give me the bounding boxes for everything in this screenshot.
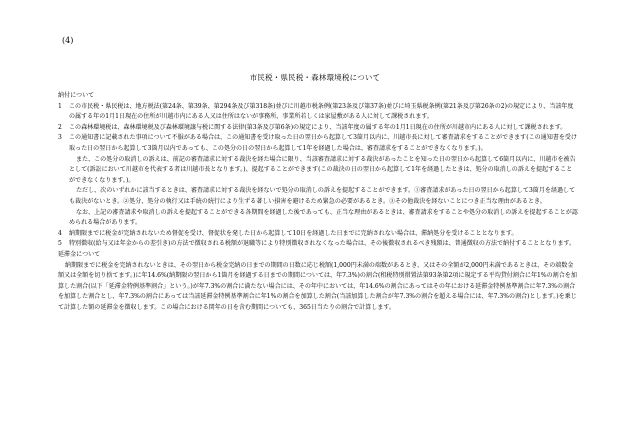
numbered-item-3 xyxy=(58,133,578,154)
item-3-paragraph-exception: ただし、次のいずれかに該当するときは、審査請求に対する裁決を経ないで処分の取消しの訴えを提起することができます。①審査請求があった日の翌日から起算して3箇月を経過しても裁決がないとき。②処分、処分の執行又は手続の続行により生ずる著しい損害を避けるため緊急の必要があるとき。③その他裁決を経ないことにつき正当な理由があるとき。 xyxy=(69,187,576,205)
item-text: この森林環境税は、森林環境税及び森林環境譲与税に関する法律(第3条及び第6条)の規定により、当該年度の属する年の1月1日現在の住所が川越市内にある人に対して課税されます。 xyxy=(69,123,567,131)
section-heading-payment: 納付について xyxy=(58,92,95,99)
item-text: 特別徴収(給与又は年金からの差引き)の方法で徴収される税額が退職等により特別徴収されなくなった場合は、その後徴収されるべき残額は、普通徴収の方法で納付することとなります。 xyxy=(69,240,576,248)
item-number: 2 xyxy=(58,123,62,131)
item-text: この市民税・県民税は、地方税法(第24条、第39条、第294条及び第318条)並びに川越市税条例(第23条及び第37条)並びに埼玉県税条例(第21条及び第26条の2)の規定により、当該年度の属する年の1月1日現在の住所が川越市内にある人又は住所はないが事務所、事業所若しくは家屋敷がある人に対して課税されます。 xyxy=(69,102,574,121)
item-3-paragraph-lawsuit: また、この処分の取消しの訴えは、前記の審査請求に対する裁決を経た場合に限り、当該審査請求に対する裁決があったことを知った日の翌日から起算して6箇月以内に、川越市を被告として(訴訟において川越市を代表する者は川越市長となります。)、提起することができます(この裁決の日の翌日から起算して1年を経過したときは、処分の取消しの訴えを提起することができなくなります。)。 xyxy=(69,155,576,184)
item-3-paragraph-note: なお、上記の審査請求や取消しの訴えを提起することができる各期間を経過した後であっても、正当な理由があるときは、審査請求をすることや処分の取消しの訴えを提起することが認められる場合があります。 xyxy=(69,208,578,227)
item-text: この通知書に記載された事項について不服がある場合は、この通知書を受け取った日の翌日から起算して3箇月以内に、川越市長に対して審査請求をすることができます(この通知書を受け取った日の翌日から起算して3箇月以内であっても、この処分の日の翌日から起算して1年を経過した場合は、審査請求をすることができなくなります。)。 xyxy=(69,134,577,152)
numbered-item-2 xyxy=(58,123,578,134)
section-heading-late-fee: 延滞金について xyxy=(58,250,101,258)
document-body xyxy=(58,91,578,313)
late-fee-paragraph: 納期限までに税金を完納されないときは、その翌日から税金完納の日までの期間の日数に応じ税額(1,000円未満の端数があるとき、又はその全額が2,000円未満であるときは、その端数金額又は全額を切り捨てます。)に年14.6%(納期限の翌日から1箇月を経過する日までの期間については、年7.3%)の割合(租税特別措置法第93条第2項に規定する平均貸付割合に年1%の割合を加算した割合(以下「延滞金特例基準割合」という。)が年7.3%の割合に満たない場合には、その年中においては、年14.6%の割合にあってはその年における延滞金特例基準割合に年7.3%の割合を加算した割合とし、年7.3%の割合にあっては当該延滞金特例基準割合に年1%の割合を加算した割合(当該加算した割合が年7.3%の割合を超える場合には、年7.3%の割合)とします。)を乗じて計算した額の延滞金を徴収します。この場合における閏年の日を含む期間についても、365日当たりの割合で計算します。 xyxy=(58,261,577,311)
item-number: 1 xyxy=(58,102,62,110)
numbered-item-4 xyxy=(58,229,578,240)
document-title: 市民税・県民税・森林環境税について xyxy=(249,73,381,82)
item-number: 3 xyxy=(58,134,62,142)
numbered-item-5 xyxy=(58,239,578,250)
item-text: 納期限までに税金が完納されないため督促を受け、督促状を発した日から起算して10日を経過した日までに完納されない場合は、滞納処分を受けることとなります。 xyxy=(69,229,518,237)
item-number: 4 xyxy=(58,229,62,237)
item-number: 5 xyxy=(58,240,62,248)
numbered-item-1 xyxy=(58,102,578,123)
page-number: (4) xyxy=(62,36,74,45)
